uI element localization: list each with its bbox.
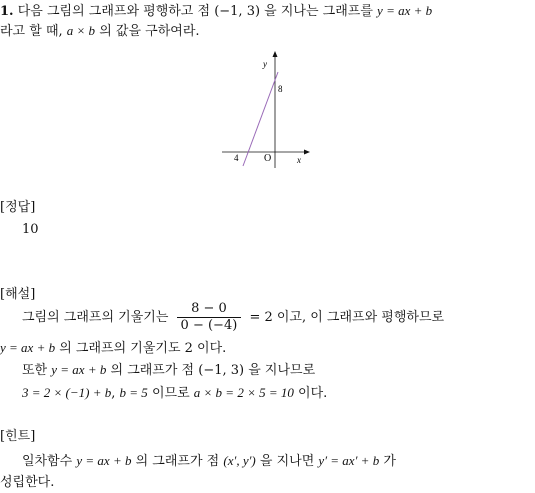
problem-equation: y = ax + b xyxy=(377,3,433,18)
graph-figure xyxy=(220,48,320,173)
solution-text-1: 그림의 그래프의 기울기는 xyxy=(22,310,169,325)
solution-equation-4: b = 5 xyxy=(119,385,148,400)
problem-text-2: 라고 할 때, xyxy=(0,24,63,39)
hint-equation-2: y′ = ax′ + b xyxy=(318,453,380,468)
solution-text-4: 또한 xyxy=(22,363,48,378)
solution-text-5: 의 그래프가 점 (−1, 3) 을 지나므로 xyxy=(110,363,316,378)
solution-equation-3: 3 = 2 × (−1) + b xyxy=(22,385,112,400)
hint-line-2: 성립한다. xyxy=(0,475,55,490)
solution-equation-1: y = ax + b xyxy=(0,340,56,355)
x-axis-label: x xyxy=(297,155,301,165)
x-axis-arrow xyxy=(304,150,310,155)
hint-line-1 xyxy=(22,452,396,471)
solution-line-3 xyxy=(22,361,315,380)
solution-heading: [해설] xyxy=(0,287,36,302)
hint-heading: [힌트] xyxy=(0,429,36,444)
slope-fraction xyxy=(177,301,242,334)
hint-text-2: 의 그래프가 점 xyxy=(135,454,220,469)
hint-text-1: 일차함수 xyxy=(22,454,73,469)
solution-text-3: 의 그래프의 기울기도 2 이다. xyxy=(59,341,227,356)
x-intercept-label: 4 xyxy=(234,153,239,163)
hint-point: (x′, y′) xyxy=(223,453,256,468)
hint-equation-1: y = ax + b xyxy=(76,453,132,468)
y-axis-arrow xyxy=(273,51,278,57)
hint-text-3: 을 지나면 xyxy=(259,454,315,469)
slope-denominator: 0 − (−4) xyxy=(180,318,238,333)
problem-line-2 xyxy=(0,22,200,41)
problem-text-1: 다음 그림의 그래프와 평행하고 점 (−1, 3) 을 지나는 그래프를 xyxy=(17,4,373,19)
y-axis-label: y xyxy=(263,59,267,69)
solution-text-2: = 2 이고, 이 그래프와 평행하므로 xyxy=(249,310,445,325)
solution-line-4 xyxy=(22,384,327,403)
problem-text-3: 의 값을 구하여라. xyxy=(99,24,200,39)
answer-heading: [정답] xyxy=(0,200,36,215)
problem-line-1 xyxy=(0,2,432,21)
slope-numerator: 8 − 0 xyxy=(177,301,242,318)
problem-expression: a × b xyxy=(66,23,96,38)
solution-line-1 xyxy=(22,298,444,338)
y-intercept-label: 8 xyxy=(278,84,283,94)
solution-equation-2: y = ax + b xyxy=(51,362,107,377)
problem-number: 1. xyxy=(0,4,14,19)
solution-line-2 xyxy=(0,339,226,358)
solution-text-6: 이므로 xyxy=(151,386,190,401)
origin-label: O xyxy=(264,153,272,164)
answer-value: 10 xyxy=(22,222,39,237)
solution-equation-5: a × b = 2 × 5 = 10 xyxy=(193,385,294,400)
hint-text-4: 가 xyxy=(383,454,396,469)
solution-comma: , xyxy=(111,386,116,401)
solution-text-7: 이다. xyxy=(298,386,328,401)
